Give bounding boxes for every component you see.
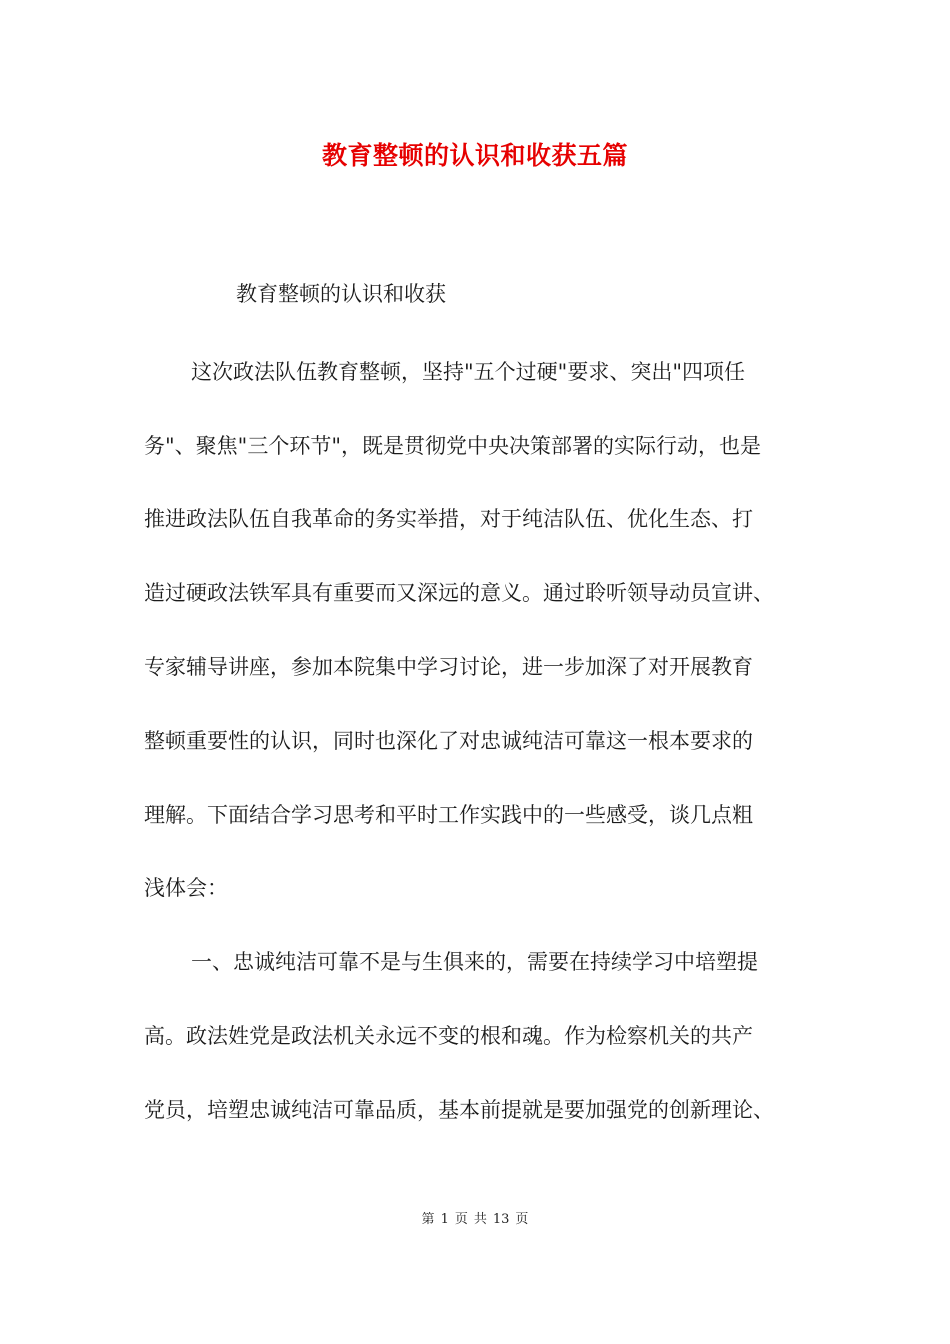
paragraph-line: 造过硬政法铁军具有重要而又深远的意义。通过聆听领导动员宣讲、 — [144, 581, 774, 605]
paragraph-line: 务"、聚焦"三个环节"，既是贯彻党中央决策部署的实际行动，也是 — [144, 434, 761, 458]
footer-prefix: 第 — [421, 1212, 435, 1227]
paragraph-line: 专家辅导讲座，参加本院集中学习讨论，进一步加深了对开展教育 — [144, 655, 753, 679]
page-footer — [0, 1208, 950, 1227]
paragraph-line: 党员，培塑忠诚纯洁可靠品质，基本前提就是要加强党的创新理论、 — [144, 1098, 774, 1122]
footer-total-unit: 页 — [515, 1212, 529, 1227]
paragraph-line: 理解。下面结合学习思考和平时工作实践中的一些感受，谈几点粗 — [144, 803, 753, 827]
paragraph-line: 这次政法队伍教育整顿，坚持"五个过硬"要求、突出"四项任 — [191, 360, 745, 384]
paragraph-line: 整顿重要性的认识，同时也深化了对忠诚纯洁可靠这一根本要求的 — [144, 729, 753, 753]
paragraph-line: 高。政法姓党是政法机关永远不变的根和魂。作为检察机关的共产 — [144, 1024, 753, 1048]
paragraph-line: 推进政法队伍自我革命的务实举措，对于纯洁队伍、优化生态、打 — [144, 507, 753, 531]
footer-total-prefix: 共 — [473, 1212, 487, 1227]
document-title: 教育整顿的认识和收获五篇 — [321, 141, 628, 170]
total-pages: 13 — [492, 1212, 510, 1227]
footer-page-unit: 页 — [454, 1212, 468, 1227]
section-heading: 教育整顿的认识和收获 — [236, 282, 446, 306]
paragraph-line: 一、忠诚纯洁可靠不是与生俱来的，需要在持续学习中培塑提 — [191, 950, 758, 974]
page-number: 1 — [440, 1212, 449, 1227]
paragraph-line: 浅体会： — [144, 876, 228, 900]
